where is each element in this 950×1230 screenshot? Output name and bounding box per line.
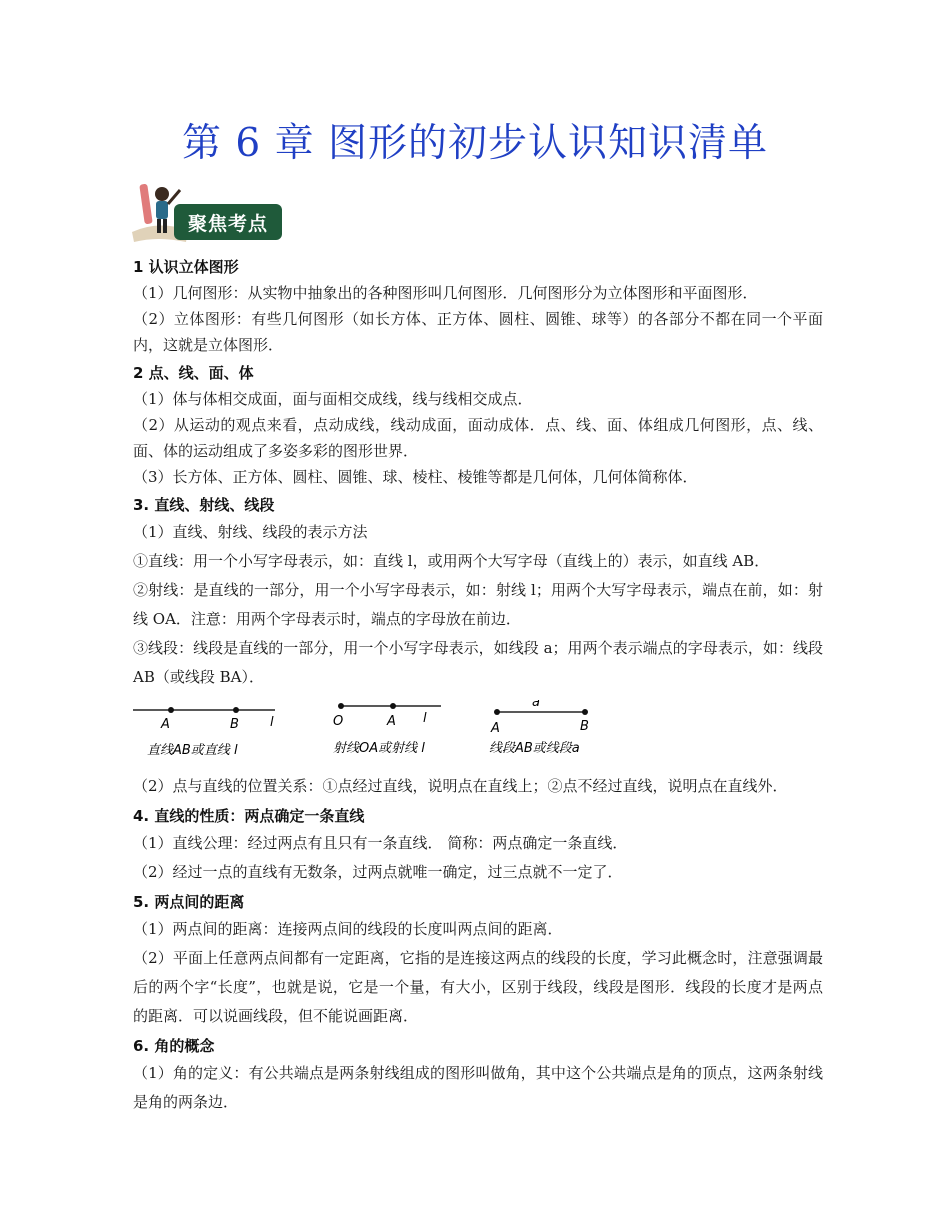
label-o: O: [333, 714, 344, 729]
section-heading: 1 认识立体图形: [133, 258, 239, 276]
paragraph: （2）从运动的观点来看，点动成线，线动成面，面动成体．点、线、面、体组成几何图形，点、线、面、体的运动组成了多姿多彩的图形世界．: [133, 416, 823, 460]
paragraph: （1）直线公理：经过两点有且只有一条直线． 简称：两点确定一条直线．: [133, 834, 628, 852]
label-a-lower: a: [532, 700, 540, 710]
line-figure: [133, 700, 283, 766]
paragraph: （1）角的定义：有公共端点是两条射线组成的图形叫做角，其中这个公共端点是角的顶点，这两条射线是角的两条边．: [133, 1064, 823, 1111]
caption: 线段AB或线段a: [489, 741, 580, 756]
paragraph: （1）直线、射线、线段的表示方法: [133, 523, 368, 541]
paragraph: （2）平面上任意两点间都有一定距离，它指的是连接这两点的线段的长度，学习此概念时，注意强调最后的两个字“长度”，也就是说，它是一个量，有大小，区别于线段，线段是图形．线段的长度才是两点的距离．可以说画线段，但不能说画距离．: [133, 949, 823, 1025]
point-a: [390, 703, 396, 709]
section-heading: 6. 角的概念: [133, 1037, 215, 1055]
ray-figure: [331, 700, 451, 766]
caption: 射线OA或射线 l: [333, 741, 425, 756]
paragraph: （1）体与体相交成面，面与面相交成线，线与线相交成点．: [133, 390, 533, 408]
point-b: [582, 709, 588, 715]
label-b: B: [580, 719, 589, 734]
paragraph: （2）点与直线的位置关系：①点经过直线，说明点在直线上；②点不经过直线，说明点在直线外．: [133, 777, 788, 795]
caption: 直线AB或直线 l: [147, 743, 238, 758]
section-heading: 3. 直线、射线、线段: [133, 496, 275, 514]
focus-badge-label: 聚焦考点: [174, 204, 282, 240]
section-heading: 5. 两点间的距离: [133, 893, 245, 911]
point-o: [338, 703, 344, 709]
paragraph: （1）几何图形：从实物中抽象出的各种图形叫几何图形．几何图形分为立体图形和平面图形．: [133, 284, 758, 302]
knowledge-list: [133, 252, 823, 1117]
label-a: A: [491, 721, 500, 736]
page-title: 第 6 章 图形的初步认识知识清单: [181, 121, 768, 166]
point-a: [168, 707, 174, 713]
segment-figure: [485, 700, 605, 766]
label-a: A: [387, 714, 396, 729]
paragraph: ①直线：用一个小写字母表示，如：直线 l，或用两个大写字母（直线上的）表示，如直线 AB．: [133, 552, 770, 570]
line-figures: [133, 700, 823, 768]
paragraph: ③线段：线段是直线的一部分，用一个小写字母表示，如线段 a；用两个表示端点的字母表示，如：线段 AB（或线段 BA）．: [133, 639, 823, 686]
label-l: l: [270, 715, 274, 730]
point-b: [233, 707, 239, 713]
label-b: B: [230, 717, 239, 732]
paragraph: （3）长方体、正方体、圆柱、圆锥、球、棱柱、棱锥等都是几何体，几何体简称体．: [133, 468, 698, 486]
label-a: A: [161, 717, 170, 732]
paragraph: （2）立体图形：有些几何图形（如长方体、正方体、圆柱、圆锥、球等）的各部分不都在同一个平面内，这就是立体图形．: [133, 310, 823, 354]
paragraph: ②射线：是直线的一部分，用一个小写字母表示，如：射线 l；用两个大写字母表示，端点在前，如：射线 OA．注意：用两个字母表示时，端点的字母放在前边．: [133, 581, 823, 628]
label-l: l: [423, 711, 427, 726]
point-a: [494, 709, 500, 715]
paragraph: （2）经过一点的直线有无数条，过两点就唯一确定，过三点就不一定了．: [133, 863, 623, 881]
section-heading: 2 点、线、面、体: [133, 364, 254, 382]
section-heading: 4. 直线的性质：两点确定一条直线: [133, 807, 365, 825]
paragraph: （1）两点间的距离：连接两点间的线段的长度叫两点间的距离．: [133, 920, 563, 938]
